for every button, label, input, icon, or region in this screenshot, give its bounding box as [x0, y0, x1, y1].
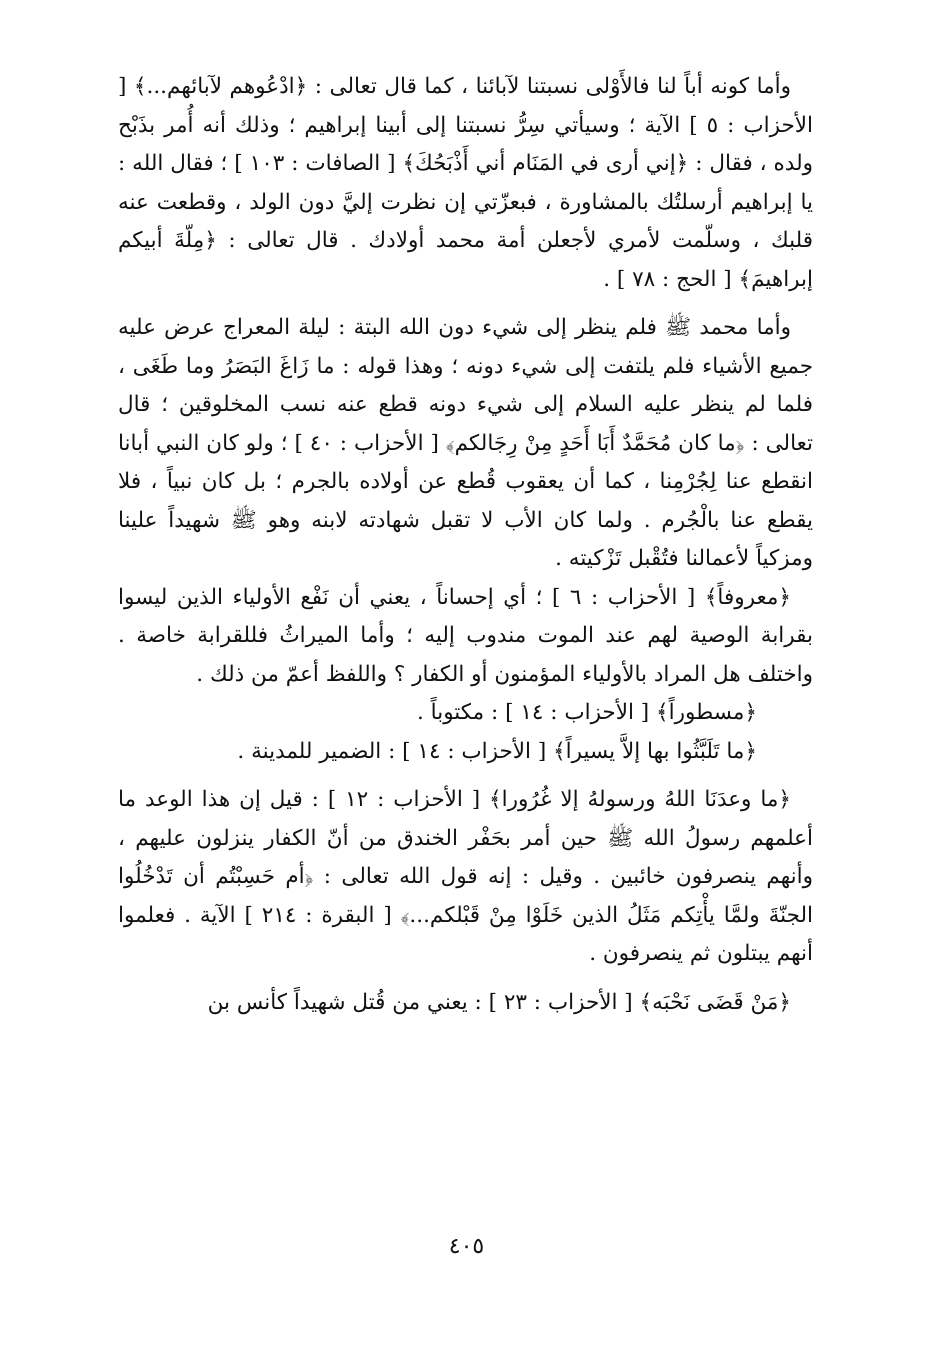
- paragraph-2: وأما محمد ﷺ فلم ينظر إلى شيء دون الله البتة : ليلة المعراج عرض عليه جميع الأشياء فلم يلتفت إلى شيء دونه ؛ وهذا قوله : ما زَاغَ البَصَرُ وما طَغَى ، فلما لم ينظر عليه السلام إلى شيء دونه قطع عنه نسب المخلوقين ؛ قال تعالى : ﴿ما كان مُحَمَّدٌ أَبَا أَحَدٍ مِنْ رِجَالكم﴾ [ الأحزاب : ٤٠ ] ؛ ولو كان النبي أبانا انقطع عنا لِجُرْمِنا ، كما أن يعقوب قُطع عن أولاده بالجرم ؛ بل كان نبياً ، فلا يقطع عنا بالْجُرم . ولما كان الأب لا تقبل شهادته لابنه وهو ﷺ شهيداً علينا ومزكياً لأعمالنا فتُقْبل تَزْكيته .: [118, 315, 813, 571]
- paragraph-6: ﴿ما وعدَنَا اللهُ ورسولهُ إلا غُرُورا﴾ [ الأحزاب : ١٢ ] : قيل إن هذا الوعد ما أعلمهم رسولُ الله ﷺ حين أمر بحَفْر الخندق من أنّ الكفار ينزلون عليهم ، وأنهم ينصرفون خائبين . وقيل : إنه قول الله تعالى : ﴿أم حَسِبْتُم أن تَدْخُلُوا الجنّةَ ولمَّا يأْتِكم مَثَلُ الذين خَلَوْا مِنْ قَبْلكم...﴾ [ البقرة : ٢١٤ ] الآية . فعلموا أنهم يبتلون ثم ينصرفون .: [118, 787, 813, 966]
- paragraph-7: ﴿مَنْ قَضَى نَحْبَه﴾ [ الأحزاب : ٢٣ ] : يعني من قُتل شهيداً كأنس بن: [207, 989, 791, 1015]
- paragraph-4: ﴿مسطوراً﴾ [ الأحزاب : ١٤ ] : مكتوباً .: [417, 700, 757, 725]
- paragraph-1: وأما كونه أباً لنا فالأَوْلى نسبتنا لآبائنا ، كما قال تعالى : ﴿ادْعُوهم لآبائهم...﴾ [ الأحزاب : ٥ ] الآية ؛ وسيأتي سِرُّ نسبتنا إلى أبينا إبراهيم ؛ وذلك أنه أُمر بذَبْح ولده ، فقال : ﴿إني أرى في المَنَام أني أَذْبَحُكَ﴾ [ الصافات : ١٠٣ ] ؛ فقال الله : يا إبراهيم أرسلتُك بالمشاورة ، فبعزّتي إن نظرت إليَّ دون الولد ، وقطعت عنه قلبك ، وسلّمت لأمري لأجعلن أمة محمد أولادك . قال تعالى : ﴿مِلّةَ أبيكم إبراهيمَ﴾ [ الحج : ٧٨ ] .: [118, 74, 814, 292]
- body-text: [118, 68, 813, 1022]
- page-number: ٤٠٥: [448, 1234, 485, 1259]
- paragraph-5: ﴿ما تَلَبَّثُوا بها إلاَّ يسيراً﴾ [ الأحزاب : ١٤ ] : الضمير للمدينة .: [237, 738, 757, 764]
- paragraph-3: ﴿معروفاً﴾ [ الأحزاب : ٦ ] ؛ أي إحساناً ، يعني أن نَفْع الأولياء الذين ليسوا بقرابة الوصية لهم عند الموت مندوب إليه ؛ وأما الميراثُ فللقرابة خاصة . واختلف هل المراد بالأولياء المؤمنون أو الكفار ؟ واللفظ أعمّ من ذلك .: [118, 584, 813, 687]
